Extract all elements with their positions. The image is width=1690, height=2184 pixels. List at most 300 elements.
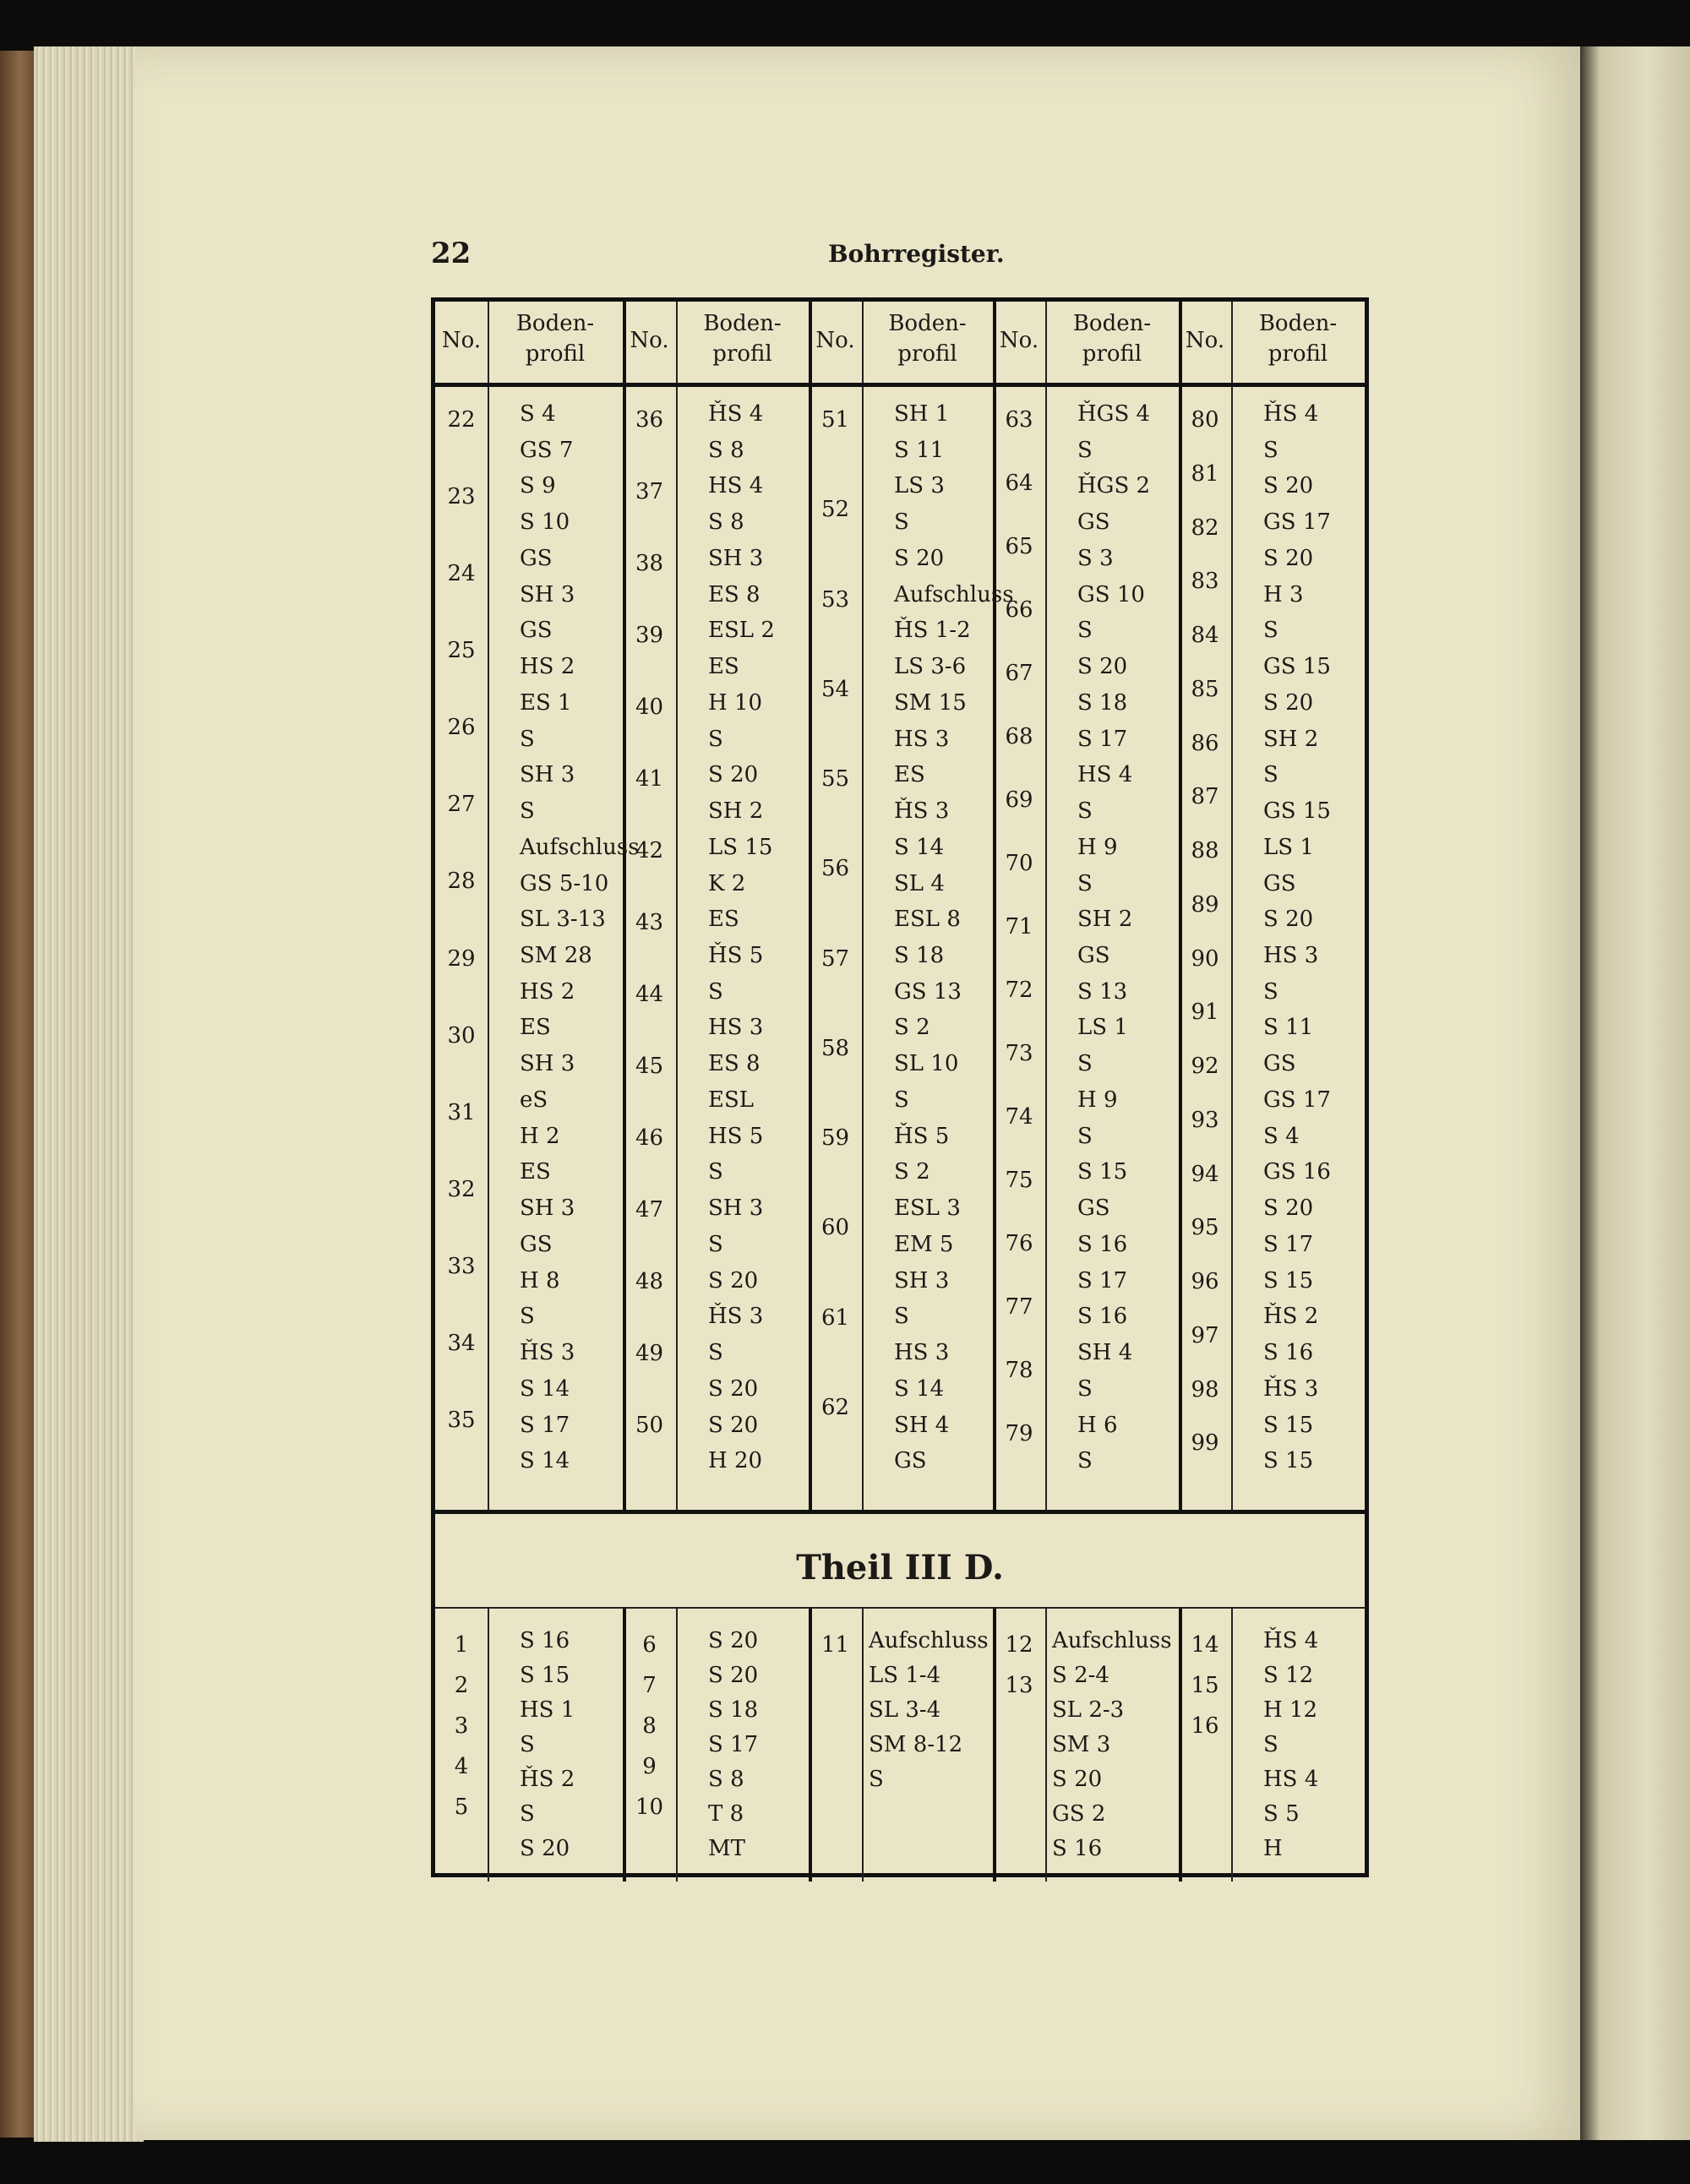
soil-profile-entry: SL 4 [894, 870, 945, 896]
row-number: 59 [820, 1125, 850, 1151]
row-number: 94 [1191, 1161, 1219, 1187]
row-number: 28 [447, 869, 476, 895]
soil-profile-entry: S [520, 1801, 535, 1827]
column-divider [862, 302, 864, 1510]
soil-profile-entry: S 15 [1263, 1448, 1314, 1474]
soil-profile-entry: ȞS 2 [1263, 1304, 1319, 1330]
page-header [431, 237, 1360, 270]
row-number: 67 [1005, 661, 1033, 686]
header-profil-line1: Boden- [1258, 311, 1338, 336]
soil-profile-entry: S 8 [708, 509, 744, 536]
row-number: 5 [454, 1795, 469, 1820]
soil-profile-entry: SL 3-4 [869, 1697, 941, 1723]
soil-profile-entry: S 15 [1077, 1159, 1128, 1185]
row-number: 12 [1005, 1632, 1033, 1658]
soil-profile-entry: ȞS 4 [1263, 1628, 1319, 1653]
soil-profile-entry: S 14 [520, 1448, 570, 1474]
row-number: 88 [1191, 838, 1219, 863]
column-divider [1045, 302, 1047, 1510]
row-number: 24 [447, 561, 476, 587]
soil-profile-entry: S 17 [1077, 1267, 1128, 1294]
soil-profile-entry: S 10 [520, 509, 570, 536]
soil-profile-entry: S [1077, 437, 1093, 463]
soil-profile-entry: GS [1077, 1195, 1110, 1222]
row-number: 23 [447, 484, 476, 510]
soil-profile-entry: LS 1-4 [869, 1663, 941, 1688]
header-profil-line2: profil [1082, 341, 1142, 367]
soil-profile-entry: S 14 [894, 1375, 945, 1402]
soil-profile-entry: S 17 [708, 1732, 759, 1757]
soil-profile-entry: HS 1 [520, 1697, 575, 1723]
column-divider [1231, 302, 1233, 1510]
soil-profile-entry: SH 3 [708, 545, 764, 571]
soil-profile-entry: HS 2 [520, 978, 575, 1005]
soil-profile-entry: MT [708, 1836, 745, 1861]
row-number: 49 [635, 1341, 664, 1366]
header-profil-line1: Boden- [888, 311, 967, 336]
page-number: 22 [431, 237, 472, 270]
row-number: 45 [635, 1054, 664, 1079]
soil-profile-entry: S 20 [708, 1267, 759, 1294]
row-number: 95 [1191, 1215, 1219, 1241]
soil-profile-entry: S 18 [708, 1697, 759, 1723]
row-number: 48 [635, 1269, 664, 1294]
soil-profile-entry: ȞS 3 [894, 798, 950, 825]
row-number: 30 [447, 1022, 476, 1048]
soil-profile-entry: ES [520, 1159, 551, 1185]
row-number: 91 [1191, 999, 1219, 1026]
row-number: 35 [447, 1407, 476, 1433]
row-number: 27 [447, 792, 476, 818]
soil-profile-entry: ȞS 5 [894, 1123, 950, 1149]
soil-profile-entry: H 9 [1077, 834, 1118, 860]
soil-profile-entry: ES [520, 1015, 551, 1041]
row-number: 63 [1005, 407, 1033, 433]
soil-profile-entry: S 17 [1077, 726, 1128, 752]
soil-profile-entry: S [894, 1304, 909, 1330]
soil-profile-entry: ESL [708, 1087, 755, 1113]
soil-profile-entry: S 20 [1263, 1195, 1314, 1222]
soil-profile-entry: S 12 [1263, 1663, 1314, 1688]
soil-profile-entry: EM 5 [894, 1231, 954, 1257]
soil-profile-entry: SH 3 [520, 1195, 575, 1222]
soil-profile-entry: S 18 [1077, 689, 1128, 716]
soil-profile-entry: SM 28 [520, 943, 592, 968]
row-number: 26 [447, 715, 476, 741]
row-number: 14 [1191, 1632, 1219, 1658]
soil-profile-entry: S [708, 726, 723, 752]
row-number: 56 [820, 856, 850, 882]
row-number: 50 [635, 1413, 664, 1438]
soil-profile-entry: S [520, 1304, 535, 1330]
soil-profile-entry: ESL 8 [894, 907, 961, 933]
soil-profile-entry: SL 10 [894, 1051, 959, 1077]
row-number: 89 [1191, 891, 1219, 918]
header-no: No. [441, 328, 482, 353]
header-no: No. [630, 328, 669, 353]
column-divider [1045, 1607, 1047, 1882]
row-number: 75 [1005, 1168, 1033, 1193]
soil-profile-entry: H [1263, 1836, 1283, 1861]
row-number: 99 [1191, 1430, 1219, 1457]
header-profil-line2: profil [1268, 341, 1328, 367]
soil-profile-entry: SM 3 [1052, 1732, 1111, 1757]
header-no: No. [999, 328, 1039, 353]
row-number: 92 [1191, 1054, 1219, 1079]
header-profil-line1: Boden- [703, 311, 782, 336]
soil-profile-entry: S 17 [1263, 1231, 1314, 1257]
soil-profile-entry: S [708, 978, 723, 1005]
section-rule [435, 1607, 1365, 1609]
soil-profile-entry: Aufschluss [894, 581, 1014, 607]
column-divider [1231, 1607, 1233, 1882]
row-number: 4 [454, 1754, 469, 1779]
row-number: 60 [820, 1215, 850, 1241]
row-number: 58 [820, 1035, 850, 1061]
soil-profile-entry: GS 16 [1263, 1159, 1331, 1185]
row-number: 68 [1005, 724, 1033, 749]
book-cover-edge [0, 51, 34, 2138]
row-number: 73 [1005, 1041, 1033, 1066]
soil-profile-entry: S 4 [520, 401, 556, 427]
soil-profile-entry: ESL 3 [894, 1195, 961, 1222]
soil-profile-entry: ES 8 [708, 581, 760, 607]
soil-profile-entry: H 8 [520, 1267, 560, 1294]
soil-profile-entry: S 18 [894, 943, 945, 968]
soil-profile-entry: SH 2 [708, 798, 764, 825]
bohrregister-table [431, 297, 1369, 1877]
soil-profile-entry: S 16 [1077, 1231, 1128, 1257]
soil-profile-entry: S [869, 1767, 884, 1792]
soil-profile-entry: HS 3 [1263, 943, 1319, 968]
soil-profile-entry: S [1077, 870, 1093, 896]
soil-profile-entry: S 20 [708, 1663, 759, 1688]
row-number: 1 [454, 1632, 469, 1658]
row-number: 96 [1191, 1269, 1219, 1294]
row-number: 47 [635, 1197, 664, 1223]
row-number: 16 [1191, 1713, 1219, 1739]
row-number: 6 [642, 1632, 657, 1658]
soil-profile-entry: GS [1077, 509, 1110, 536]
soil-profile-entry: GS 17 [1263, 509, 1331, 536]
row-number: 40 [635, 694, 664, 720]
row-number: 42 [635, 838, 664, 863]
row-number: 98 [1191, 1376, 1219, 1402]
row-number: 29 [447, 945, 476, 972]
row-number: 61 [820, 1304, 850, 1331]
header-profil-line2: profil [897, 341, 957, 367]
soil-profile-entry: S 20 [1263, 545, 1314, 571]
row-number: 74 [1005, 1104, 1033, 1130]
soil-profile-entry: LS 3 [894, 473, 945, 499]
soil-profile-entry: ES 8 [708, 1051, 760, 1077]
row-number: 84 [1191, 623, 1219, 648]
page-stack-edge [34, 46, 144, 2142]
soil-profile-entry: S 16 [1052, 1836, 1103, 1861]
soil-profile-entry: HS 3 [894, 1340, 950, 1366]
soil-profile-entry: GS 5-10 [520, 870, 609, 896]
row-number: 87 [1191, 784, 1219, 810]
soil-profile-entry: S 20 [1263, 473, 1314, 499]
soil-profile-entry: S [1263, 762, 1278, 788]
soil-profile-entry: S 20 [1052, 1767, 1103, 1792]
soil-profile-entry: S [1263, 437, 1278, 463]
soil-profile-entry: Aufschluss [520, 834, 640, 860]
soil-profile-entry: S 13 [1077, 978, 1128, 1005]
soil-profile-entry: GS 15 [1263, 798, 1331, 825]
soil-profile-entry: Aufschluss [1052, 1628, 1172, 1653]
soil-profile-entry: S 20 [708, 1412, 759, 1438]
soil-profile-entry: SM 15 [894, 689, 967, 716]
soil-profile-entry: LS 15 [708, 834, 773, 860]
soil-profile-entry: LS 3-6 [894, 654, 967, 680]
soil-profile-entry: ESL 2 [708, 618, 775, 644]
soil-profile-entry: SL 3-13 [520, 907, 606, 933]
soil-profile-entry: SH 3 [708, 1195, 764, 1222]
row-number: 51 [820, 407, 850, 433]
row-number: 65 [1005, 534, 1033, 559]
soil-profile-entry: S [1077, 618, 1093, 644]
soil-profile-entry: GS [520, 1231, 553, 1257]
soil-profile-entry: GS [1077, 943, 1110, 968]
row-number: 83 [1191, 569, 1219, 595]
page-title: Bohrregister. [828, 240, 1005, 268]
soil-profile-entry: S 20 [708, 1628, 759, 1653]
soil-profile-entry: SH 2 [1077, 907, 1133, 933]
row-number: 80 [1191, 407, 1219, 433]
soil-profile-entry: ȞS 3 [708, 1304, 764, 1330]
header-profil [1045, 308, 1179, 369]
header-profil-line1: Boden- [515, 311, 595, 336]
soil-profile-entry: ES [708, 654, 739, 680]
soil-profile-entry: eS [520, 1087, 548, 1113]
soil-profile-entry: S [708, 1231, 723, 1257]
soil-profile-entry: H 20 [708, 1448, 763, 1474]
soil-profile-entry: S [1263, 618, 1278, 644]
row-number: 57 [820, 945, 850, 972]
row-number: 77 [1005, 1294, 1033, 1320]
soil-profile-entry: S 16 [1263, 1340, 1314, 1366]
soil-profile-entry: HS 3 [708, 1015, 764, 1041]
header-profil-line1: Boden- [1072, 311, 1152, 336]
soil-profile-entry: S 2 [894, 1159, 930, 1185]
soil-profile-entry: S [520, 798, 535, 825]
soil-profile-entry: SH 3 [520, 1051, 575, 1077]
column-divider [488, 302, 489, 1510]
soil-profile-entry: GS [894, 1448, 927, 1474]
row-number: 71 [1005, 914, 1033, 940]
soil-profile-entry: GS [520, 618, 553, 644]
row-number: 41 [635, 766, 664, 792]
row-number: 38 [635, 551, 664, 576]
soil-profile-entry: S 8 [708, 437, 744, 463]
row-number: 81 [1191, 460, 1219, 487]
soil-profile-entry: S [1077, 1051, 1093, 1077]
soil-profile-entry: S 20 [1263, 689, 1314, 716]
soil-profile-entry: ȞGS 2 [1077, 473, 1151, 499]
row-number: 85 [1191, 676, 1219, 702]
soil-profile-entry: GS 15 [1263, 654, 1331, 680]
soil-profile-entry: SL 2-3 [1052, 1697, 1125, 1723]
soil-profile-entry: S [708, 1340, 723, 1366]
soil-profile-entry: S 17 [520, 1412, 570, 1438]
header-profil [676, 308, 809, 369]
soil-profile-entry: T 8 [708, 1801, 744, 1827]
row-number: 54 [820, 676, 850, 702]
soil-profile-entry: Aufschluss [869, 1628, 989, 1653]
soil-profile-entry: ȞS 2 [520, 1767, 575, 1792]
row-number: 52 [820, 497, 850, 523]
soil-profile-entry: H 6 [1077, 1412, 1118, 1438]
row-number: 43 [635, 910, 664, 935]
soil-profile-entry: K 2 [708, 870, 746, 896]
soil-profile-entry: S 14 [894, 834, 945, 860]
soil-profile-entry: S [708, 1159, 723, 1185]
soil-profile-entry: S 3 [1077, 545, 1114, 571]
row-number: 79 [1005, 1421, 1033, 1446]
soil-profile-entry: GS 13 [894, 978, 962, 1005]
soil-profile-entry: S [894, 1087, 909, 1113]
soil-profile-entry: ES [894, 762, 925, 788]
soil-profile-entry: S 2-4 [1052, 1663, 1109, 1688]
column-divider [676, 1607, 678, 1882]
soil-profile-entry: LS 1 [1263, 834, 1314, 860]
soil-profile-entry: GS 7 [520, 437, 574, 463]
soil-profile-entry: S 11 [1263, 1015, 1314, 1041]
soil-profile-entry: H 2 [520, 1123, 560, 1149]
soil-profile-entry: HS 3 [894, 726, 950, 752]
column-divider [488, 1607, 489, 1882]
soil-profile-entry: HS 2 [520, 654, 575, 680]
soil-profile-entry: HS 5 [708, 1123, 764, 1149]
row-number: 72 [1005, 978, 1033, 1003]
row-number: 66 [1005, 597, 1033, 623]
row-number: 25 [447, 638, 476, 664]
row-number: 22 [447, 407, 476, 433]
row-number: 39 [635, 623, 664, 648]
row-number: 82 [1191, 515, 1219, 541]
soil-profile-entry: S 20 [1263, 907, 1314, 933]
soil-profile-entry: SH 4 [894, 1412, 950, 1438]
row-number: 90 [1191, 945, 1219, 972]
soil-profile-entry: LS 1 [1077, 1015, 1128, 1041]
soil-profile-entry: S [1077, 1448, 1093, 1474]
soil-profile-entry: SH 3 [520, 762, 575, 788]
soil-profile-entry: S 20 [708, 1375, 759, 1402]
soil-profile-entry: ȞS 3 [520, 1340, 575, 1366]
section-title: Theil III D. [796, 1548, 1004, 1588]
soil-profile-entry: SM 8-12 [869, 1732, 963, 1757]
row-number: 11 [820, 1632, 850, 1658]
row-number: 37 [635, 479, 664, 504]
soil-profile-entry: GS 10 [1077, 581, 1145, 607]
soil-profile-entry: ȞS 3 [1263, 1375, 1319, 1402]
header-rule [435, 383, 1365, 387]
column-divider [676, 302, 678, 1510]
soil-profile-entry: HS 4 [708, 473, 764, 499]
row-number: 62 [820, 1394, 850, 1420]
row-number: 69 [1005, 787, 1033, 813]
soil-profile-entry: S [1077, 798, 1093, 825]
soil-profile-entry: S 20 [708, 762, 759, 788]
soil-profile-entry: ȞS 4 [708, 401, 764, 427]
row-number: 3 [454, 1713, 469, 1739]
soil-profile-entry: S 11 [894, 437, 945, 463]
soil-profile-entry: H 10 [708, 689, 763, 716]
row-number: 44 [635, 982, 664, 1007]
soil-profile-entry: SH 4 [1077, 1340, 1133, 1366]
header-no: No. [815, 328, 855, 353]
soil-profile-entry: S [894, 509, 909, 536]
row-number: 55 [820, 766, 850, 792]
soil-profile-entry: ȞS 5 [708, 943, 764, 968]
soil-profile-entry: ȞGS 4 [1077, 401, 1151, 427]
soil-profile-entry: GS 2 [1052, 1801, 1106, 1827]
row-number: 13 [1005, 1673, 1033, 1698]
soil-profile-entry: S 15 [1263, 1267, 1314, 1294]
row-number: 15 [1191, 1673, 1219, 1698]
soil-profile-entry: H 9 [1077, 1087, 1118, 1113]
header-profil [862, 308, 993, 369]
soil-profile-entry: S 15 [520, 1663, 570, 1688]
header-profil [488, 308, 623, 369]
row-number: 53 [820, 586, 850, 613]
soil-profile-entry: S 20 [520, 1836, 570, 1861]
header-profil-line2: profil [525, 341, 586, 367]
soil-profile-entry: H 3 [1263, 581, 1304, 607]
soil-profile-entry: HS 4 [1077, 762, 1133, 788]
row-number: 97 [1191, 1322, 1219, 1348]
soil-profile-entry: GS [1263, 1051, 1296, 1077]
row-number: 7 [642, 1673, 657, 1698]
row-number: 8 [642, 1713, 657, 1739]
soil-profile-entry: SH 1 [894, 401, 950, 427]
soil-profile-entry: SH 2 [1263, 726, 1319, 752]
row-number: 36 [635, 407, 664, 433]
row-number: 34 [447, 1330, 476, 1356]
soil-profile-entry: S [1077, 1375, 1093, 1402]
soil-profile-entry: ȞS 4 [1263, 401, 1319, 427]
soil-profile-entry: S 16 [1077, 1304, 1128, 1330]
row-number: 46 [635, 1125, 664, 1151]
soil-profile-entry: S 15 [1263, 1412, 1314, 1438]
row-number: 33 [447, 1253, 476, 1279]
row-number: 31 [447, 1099, 476, 1125]
row-number: 86 [1191, 730, 1219, 756]
header-profil [1231, 308, 1365, 369]
row-number: 32 [447, 1176, 476, 1202]
soil-profile-entry: S [520, 726, 535, 752]
soil-profile-entry: SH 3 [520, 581, 575, 607]
row-number: 76 [1005, 1231, 1033, 1256]
soil-profile-entry: GS [520, 545, 553, 571]
soil-profile-entry: S 16 [520, 1628, 570, 1653]
soil-profile-entry: ȞS 1-2 [894, 618, 971, 644]
book-spine [1580, 46, 1690, 2140]
row-number: 9 [642, 1754, 657, 1779]
column-divider [862, 1607, 864, 1882]
soil-profile-entry: GS 17 [1263, 1087, 1331, 1113]
soil-profile-entry: S [1263, 978, 1278, 1005]
row-number: 70 [1005, 851, 1033, 876]
soil-profile-entry: S [1077, 1123, 1093, 1149]
row-number: 93 [1191, 1107, 1219, 1133]
soil-profile-entry: S 14 [520, 1375, 570, 1402]
soil-profile-entry: H 12 [1263, 1697, 1318, 1723]
section-rule [435, 1510, 1365, 1514]
soil-profile-entry: ES 1 [520, 689, 572, 716]
soil-profile-entry: S 4 [1263, 1123, 1300, 1149]
